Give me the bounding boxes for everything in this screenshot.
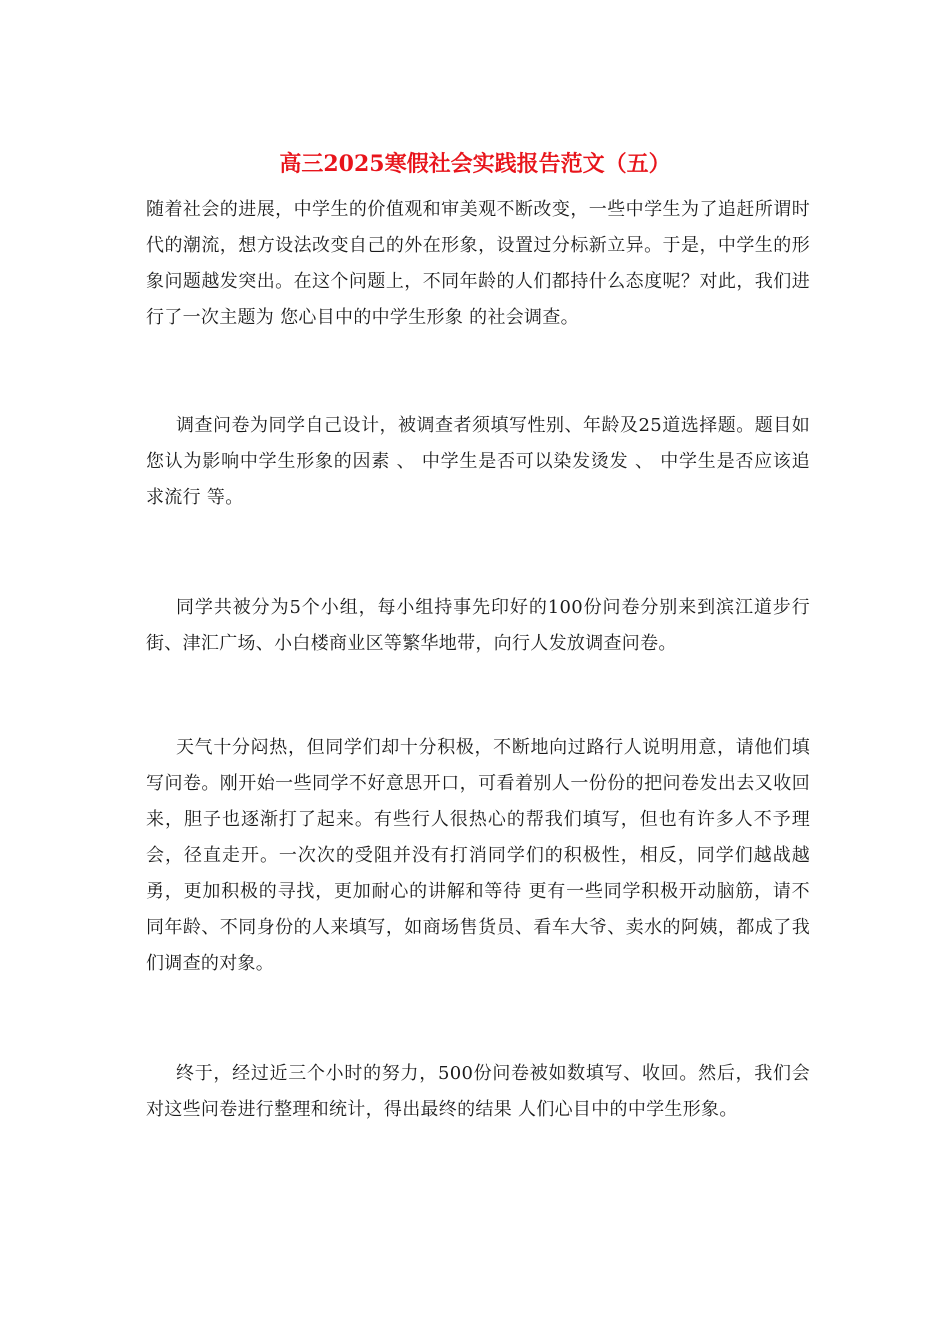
paragraph-intro: 随着社会的进展，中学生的价值观和审美观不断改变，一些中学生为了追赶所谓时代的潮流，想方设法改变自己的外在形象，设置过分标新立异。于是，中学生的形象问题越发突出。在这个问题上，不同年龄的人们都持什么态度呢？对此，我们进行了一次主题为 您心目中的中学生形象 的社会调查。 [146,199,810,328]
paragraph-questionnaire: 调查问卷为同学自己设计，被调查者须填写性别、年龄及25道选择题。题目如 您认为影响中学生形象的因素 、 中学生是否可以染发烫发 、 中学生是否应该追求流行 等。 [146,415,810,508]
paragraph-conclusion: 终于，经过近三个小时的努力，500份问卷被如数填写、收回。然后，我们会对这些问卷进行整理和统计，得出最终的结果 人们心目中的中学生形象。 [146,1063,810,1120]
paragraph-weather: 天气十分闷热，但同学们却十分积极，不断地向过路行人说明用意，请他们填写问卷。刚开始一些同学不好意思开口，可看着别人一份份的把问卷发出去又收回来，胆子也逐渐打了起来。有些行人很热心的帮我们填写，但也有许多人不予理会，径直走开。一次次的受阻并没有打消同学们的积极性，相反，同学们越战越勇，更加积极的寻找，更加耐心的讲解和等待 更有一些同学积极开动脑筋，请不同年龄、不同身份的人来填写，如商场售货员、看车大爷、卖水的阿姨，都成了我们调查的对象。 [146,737,810,974]
paragraph-groups: 同学共被分为5个小组，每小组持事先印好的100份问卷分别来到滨江道步行街、津汇广场、小白楼商业区等繁华地带，向行人发放调查问卷。 [146,597,810,654]
document-title: 高三2025寒假社会实践报告范文（五） [279,151,671,177]
